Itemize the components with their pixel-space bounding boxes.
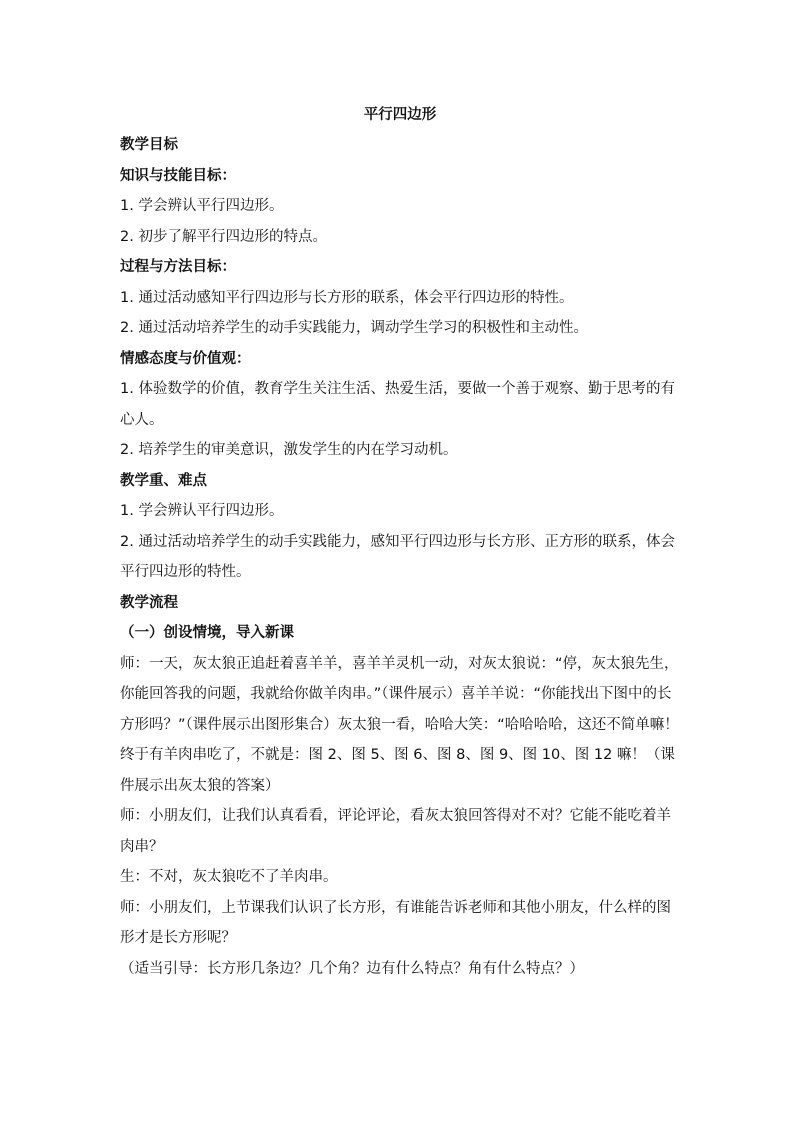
- emotion-item: 1. 体验数学的价值，教育学生关注生活、热爱生活，要做一个善于观察、勤于思考的有心人。: [120, 381, 675, 428]
- process-heading: 过程与方法目标：: [120, 259, 236, 275]
- step1-paragraph: 师：小朋友们，上节课我们认识了长方形，有谁能告诉老师和其他小朋友，什么样的图形才是长方形呢？: [120, 899, 671, 946]
- step1-paragraph: 生：不对，灰太狼吃不了羊肉串。: [120, 869, 338, 885]
- process-item: 1. 通过活动感知平行四边形与长方形的联系，体会平行四边形的特性。: [120, 289, 574, 306]
- process-item: 2. 通过活动培养学生的动手实践能力，调动学生学习的积极性和主动性。: [120, 320, 588, 336]
- knowledge-item: 1. 学会辨认平行四边形。: [120, 198, 284, 214]
- document-body: [120, 100, 680, 984]
- document-title: 平行四边形: [363, 107, 437, 123]
- step1-paragraph: （适当引导：长方形几条边？几个角？边有什么特点？角有什么特点？）: [120, 960, 584, 977]
- objectives-heading: 教学目标: [120, 137, 178, 153]
- keypoints-item: 2. 通过活动培养学生的动手实践能力，感知平行四边形与长方形、正方形的联系，体会平行四边形的特性。: [120, 533, 675, 580]
- teaching-flow-heading: 教学流程: [120, 594, 178, 611]
- emotion-item: 2. 培养学生的审美意识，激发学生的内在学习动机。: [120, 442, 458, 458]
- step1-paragraph: 师：小朋友们，让我们认真看看，评论评论，看灰太狼回答得对不对？它能不能吃着羊肉串？: [120, 808, 671, 855]
- knowledge-heading: 知识与技能目标：: [120, 167, 236, 184]
- keypoints-item: 1. 学会辨认平行四边形。: [120, 503, 284, 519]
- keypoints-heading: 教学重、难点: [120, 472, 207, 489]
- step1-heading: （一）创设情境，导入新课: [120, 625, 294, 641]
- knowledge-item: 2. 初步了解平行四边形的特点。: [120, 228, 327, 245]
- emotion-heading: 情感态度与价值观：: [120, 350, 251, 367]
- step1-paragraph: 师：一天，灰太狼正追赶着喜羊羊，喜羊羊灵机一动，对灰太狼说：“停，灰太狼先生，你能回答我的问题，我就给你做羊肉串。”（课件展示）喜羊羊说：“你能找出下图中的长方形吗？”（课件展示出图形集合）灰太狼一看，哈哈大笑：“哈哈哈哈，这还不简单嘛！终于有羊肉串吃了，不就是：图 2、图 5、图 6、图 8、图 9、图 10、图 12 嘛！（课件展示出灰太狼的答案）: [120, 655, 679, 794]
